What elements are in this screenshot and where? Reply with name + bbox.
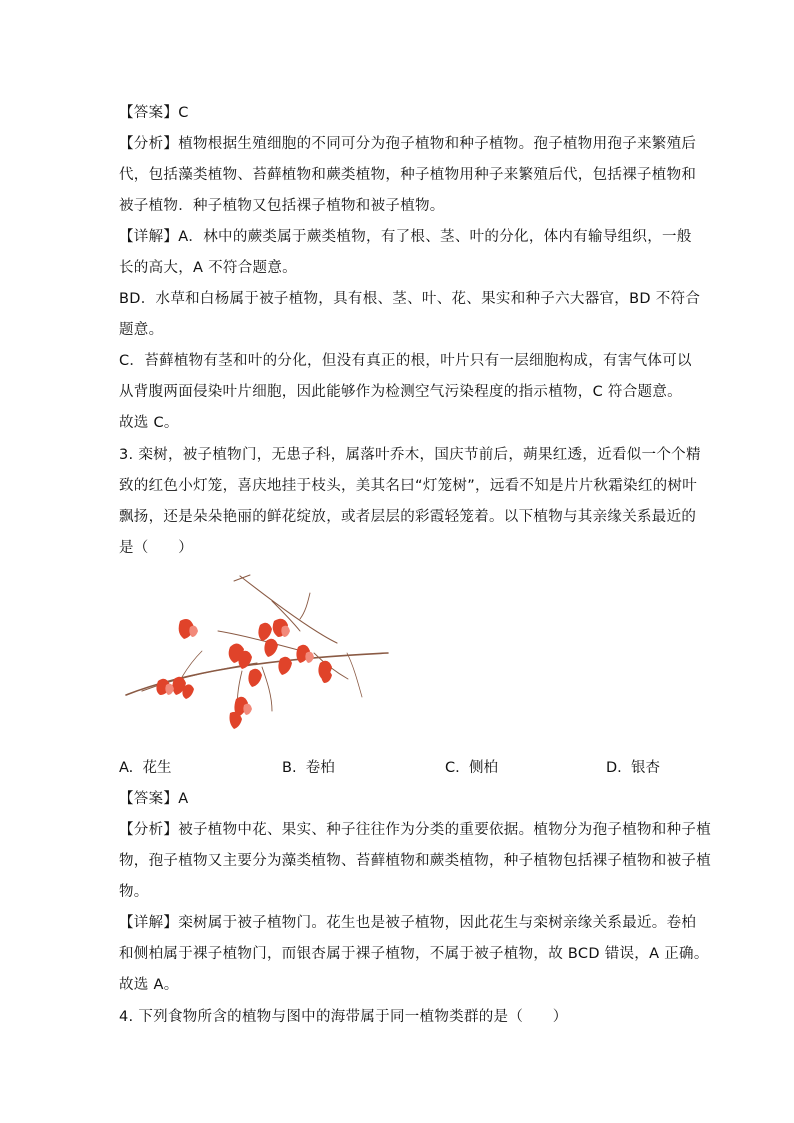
option-a-letter: A. bbox=[119, 760, 134, 776]
detail-tag: 【详解】 bbox=[119, 229, 179, 245]
answer-value-2: A bbox=[178, 791, 189, 807]
detail-tag-2: 【详解】 bbox=[119, 915, 179, 931]
detail-line-3: BD．水草和白杨属于被子植物，具有根、茎、叶、花、果实和种子六大器官，BD 不符合 bbox=[119, 291, 701, 307]
question3-line-2: 致的红色小灯笼，喜庆地挂于枝头，美其名曰“灯笼树”，远看不知是片片秋霜染红的树叶 bbox=[119, 478, 698, 494]
analysis-line-2: 代，包括藻类植物、苔藓植物和蕨类植物，种子植物用种子来繁殖后代，包括裸子植物和 bbox=[119, 167, 697, 183]
detail-line-7: 故选 C。 bbox=[119, 415, 179, 431]
analysis-tag-2: 【分析】 bbox=[119, 822, 179, 838]
detail-line-4: 题意。 bbox=[119, 322, 164, 338]
detail-line-6: 从背腹两面侵染叶片细胞，因此能够作为检测空气污染程度的指示植物，C 符合题意。 bbox=[119, 384, 682, 400]
detail2-line-2: 和侧柏属于裸子植物门，而银杏属于裸子植物，不属于被子植物，故 BCD 错误，A 正确。 bbox=[119, 946, 709, 962]
option-d bbox=[606, 758, 660, 778]
detail-line-2: 长的高大，A 不符合题意。 bbox=[119, 260, 297, 276]
question4-stem: 4. 下列食物所含的植物与图中的海带属于同一植物类群的是（ ） bbox=[119, 1009, 568, 1025]
analysis2-line-1 bbox=[119, 820, 711, 840]
question3-line-1: 3. 栾树，被子植物门，无患子科，属落叶乔木，国庆节前后，蒴果红透，近看似一个个精 bbox=[119, 447, 701, 463]
detail-line-5: C．苔藓植物有茎和叶的分化，但没有真正的根，叶片只有一层细胞构成，有害气体可以 bbox=[119, 353, 692, 369]
answer-line-1 bbox=[119, 103, 189, 123]
analysis2-line-2: 物，孢子植物又主要分为藻类植物、苔藓植物和蕨类植物，种子植物包括裸子植物和被子植 bbox=[119, 853, 711, 869]
analysis-line-3: 被子植物．种子植物又包括裸子植物和被子植物。 bbox=[119, 198, 445, 214]
question3-line-4: 是（ ） bbox=[119, 540, 193, 556]
option-b-text: 卷柏 bbox=[305, 760, 335, 776]
option-d-letter: D. bbox=[606, 760, 622, 776]
answer-value: C bbox=[178, 105, 189, 121]
answer-tag: 【答案】 bbox=[119, 105, 179, 121]
analysis-line-1 bbox=[119, 134, 696, 154]
analysis-text: 植物根据生殖细胞的不同可分为孢子植物和种子植物。孢子植物用孢子来繁殖后 bbox=[178, 136, 697, 152]
option-c-letter: C. bbox=[445, 760, 460, 776]
answer-tag-2: 【答案】 bbox=[119, 791, 179, 807]
detail-text: A．林中的蕨类属于蕨类植物，有了根、茎、叶的分化，体内有输导组织，一般 bbox=[178, 229, 692, 245]
detail-line-1 bbox=[119, 227, 692, 247]
detail2-line-3: 故选 A。 bbox=[119, 977, 179, 993]
option-d-text: 银杏 bbox=[631, 760, 660, 776]
analysis2-line-3: 物。 bbox=[119, 884, 149, 900]
option-b bbox=[282, 758, 335, 778]
option-c bbox=[445, 758, 498, 778]
answer-line-2 bbox=[119, 789, 188, 809]
option-a bbox=[119, 758, 172, 778]
option-c-text: 侧柏 bbox=[468, 760, 498, 776]
detail2-line-1 bbox=[119, 913, 696, 933]
question3-line-3: 飘扬，还是朵朵艳丽的鲜花绽放，或者层层的彩霞轻笼着。以下植物与其亲缘关系最近的 bbox=[119, 509, 697, 525]
koelreuteria-branch-illustration bbox=[122, 571, 392, 735]
analysis2-text: 被子植物中花、果实、种子往往作为分类的重要依据。植物分为孢子植物和种子植 bbox=[178, 822, 711, 838]
detail2-text: 栾树属于被子植物门。花生也是被子植物，因此花生与栾树亲缘关系最近。卷柏 bbox=[178, 915, 697, 931]
option-b-letter: B. bbox=[282, 760, 297, 776]
analysis-tag: 【分析】 bbox=[119, 136, 179, 152]
option-a-text: 花生 bbox=[142, 760, 172, 776]
